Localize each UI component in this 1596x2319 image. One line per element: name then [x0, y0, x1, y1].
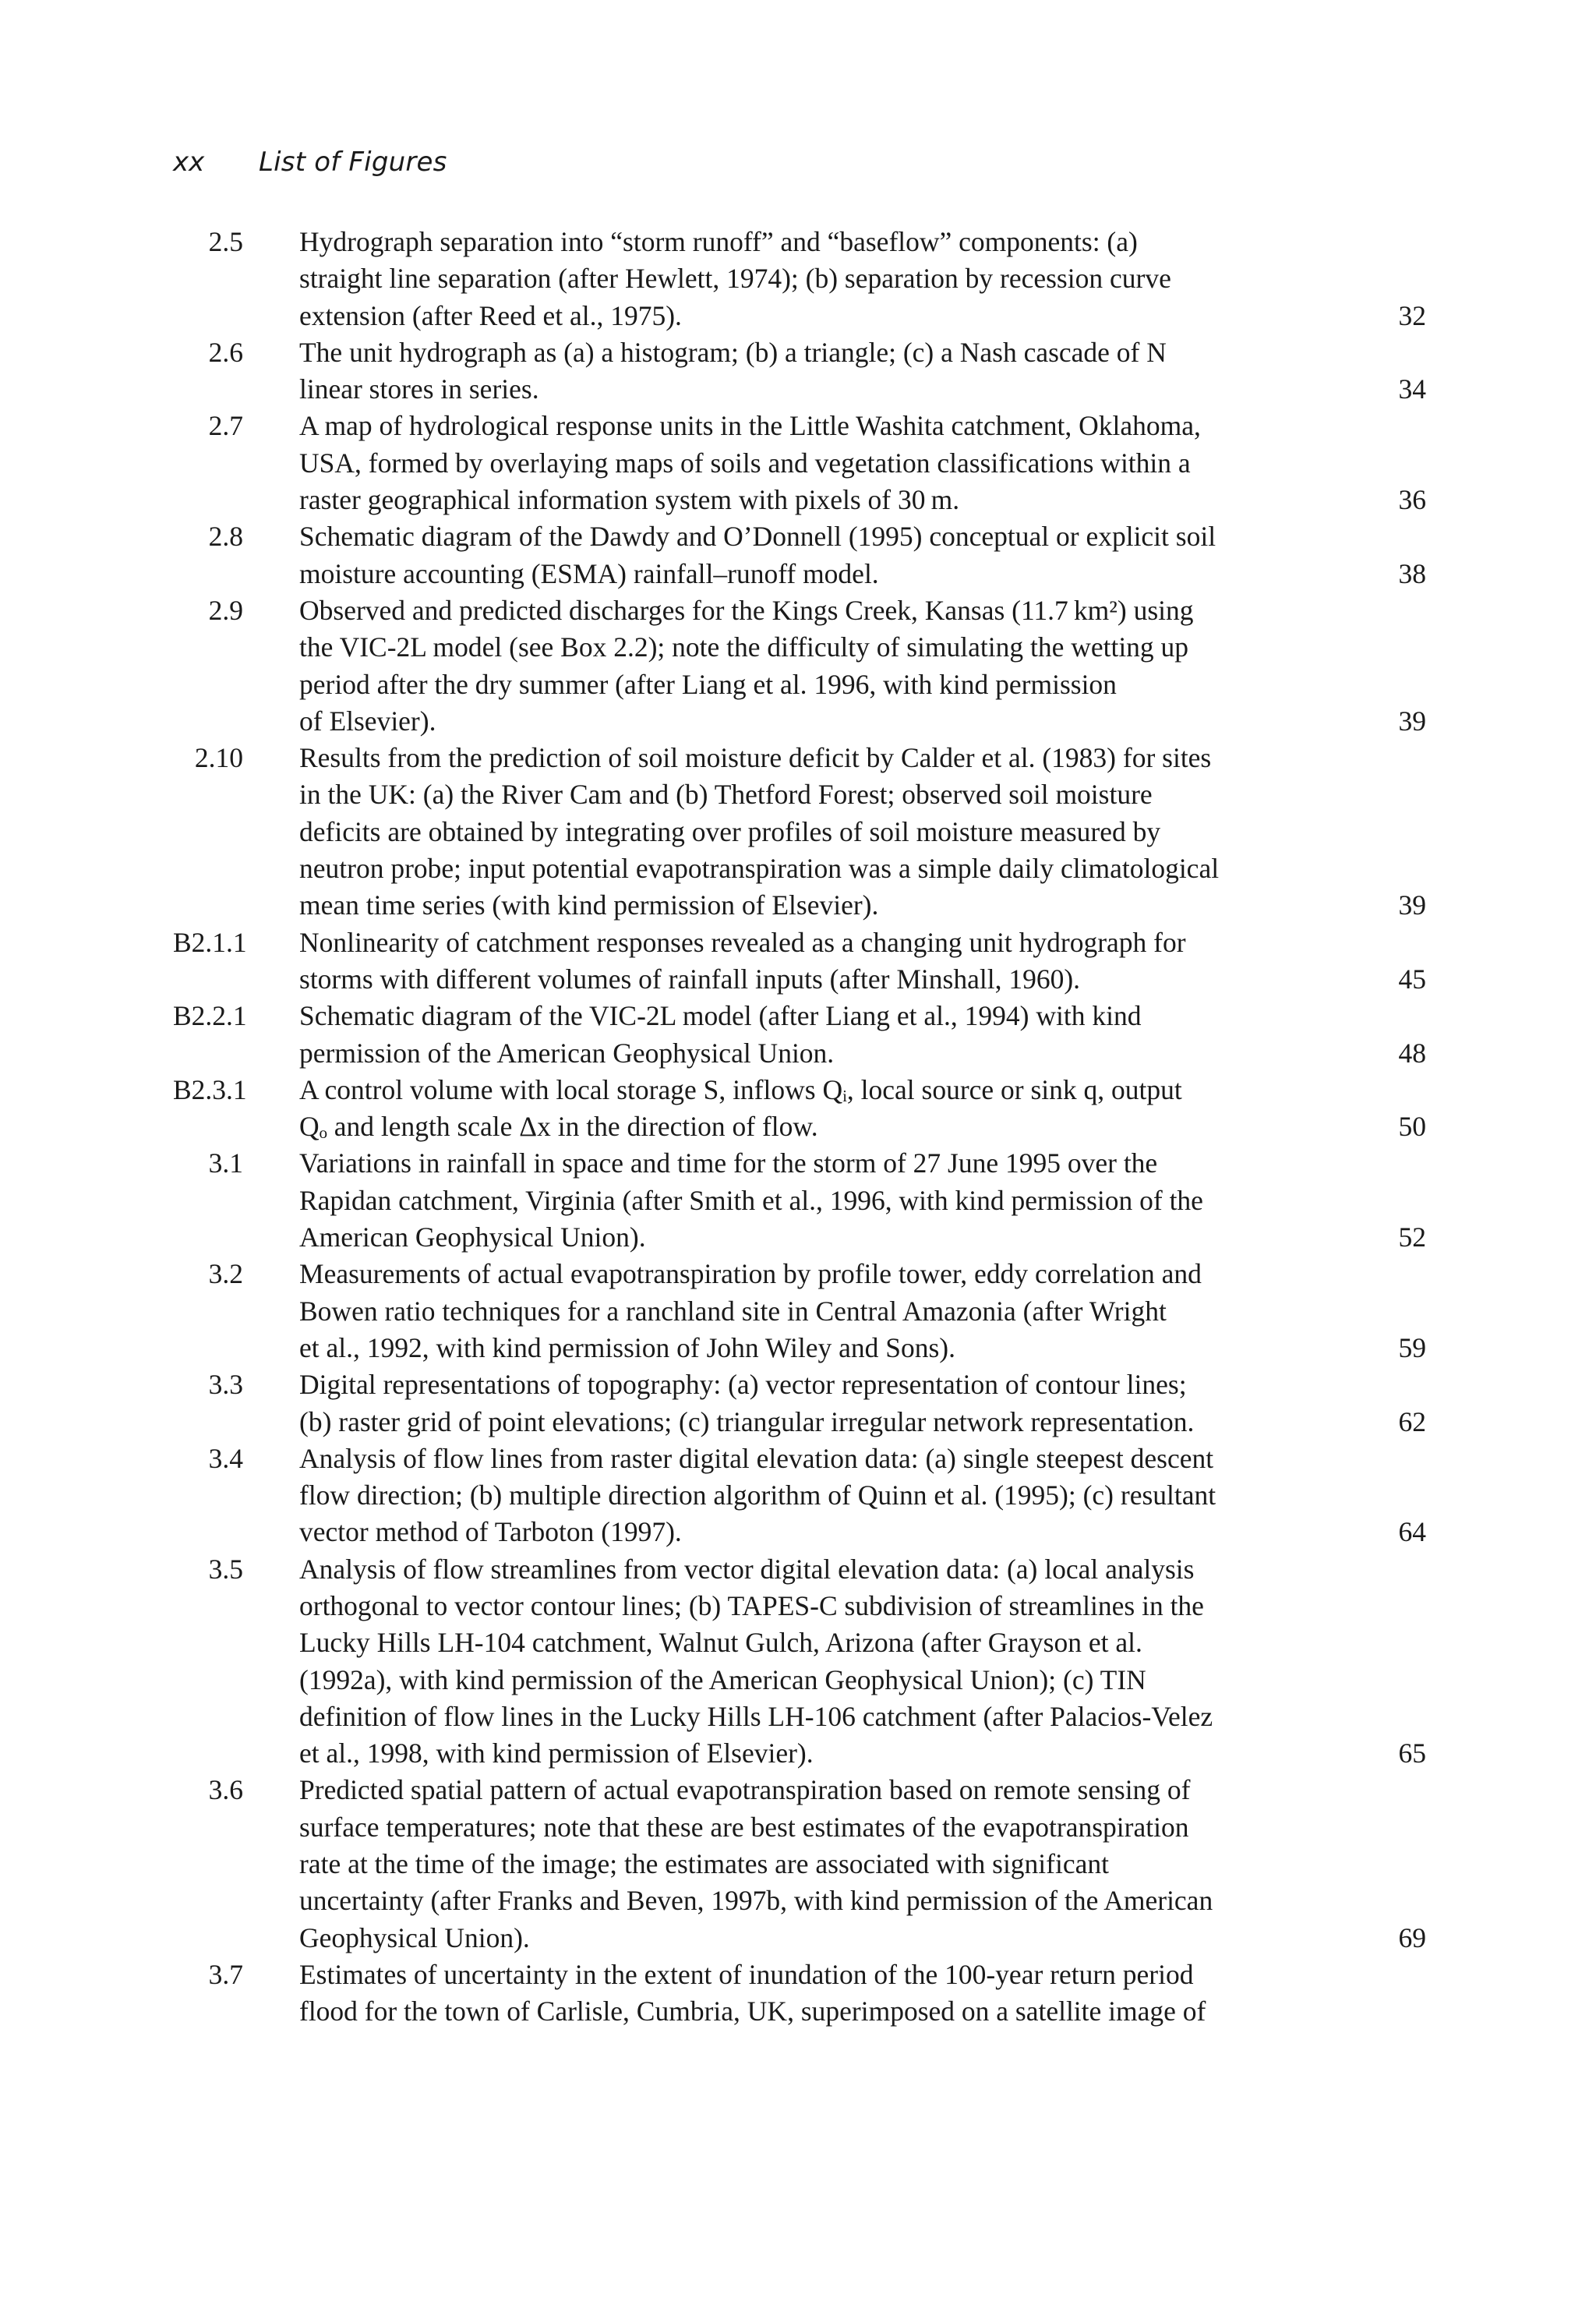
figure-caption: [299, 1256, 1284, 1366]
caption-line: storms with different volumes of rainfall inputs (after Minshall, 1960).: [299, 963, 1081, 995]
figure-number: 3.6: [208, 1774, 243, 1806]
list-item: [173, 924, 1426, 999]
caption-line: Lucky Hills LH-104 catchment, Walnut Gulch, Arizona (after Grayson et al.: [299, 1627, 1142, 1659]
figure-caption: [299, 1441, 1284, 1551]
figure-caption: [299, 334, 1284, 408]
figure-caption: [299, 408, 1284, 518]
caption-line: Nonlinearity of catchment responses revealed as a changing unit hydrograph for: [299, 926, 1186, 958]
caption-line: (1992a), with kind permission of the American Geophysical Union); (c) TIN: [299, 1663, 1146, 1695]
page-reference: 38: [1398, 557, 1426, 589]
page-number: xx: [173, 147, 205, 178]
figure-caption: [299, 924, 1284, 999]
figure-number: 3.3: [208, 1369, 243, 1401]
page-header: [173, 147, 447, 186]
figure-caption: [299, 1145, 1284, 1256]
page-reference: 50: [1398, 1111, 1426, 1143]
figure-caption: [299, 1551, 1284, 1773]
list-item: [173, 1551, 1426, 1773]
list-item: [173, 1441, 1426, 1551]
caption-line: Rapidan catchment, Virginia (after Smith et al., 1996, with kind permission of the: [299, 1184, 1203, 1216]
caption-line: in the UK: (a) the River Cam and (b) Thetford Forest; observed soil moisture: [299, 779, 1153, 811]
caption-line: Analysis of flow lines from raster digital elevation data: (a) single steepest descent: [299, 1442, 1214, 1474]
caption-line: Results from the prediction of soil moisture deficit by Calder et al. (1983) for sites: [299, 742, 1212, 774]
list-item: [173, 998, 1426, 1072]
figure-caption: [299, 1957, 1284, 2031]
figure-number: 3.4: [208, 1442, 243, 1474]
page-reference: 59: [1398, 1331, 1426, 1363]
caption-line: Qₒ and length scale Δx in the direction of flow.: [299, 1111, 818, 1143]
figure-caption: [299, 1772, 1284, 1956]
figure-number: 2.6: [208, 336, 243, 368]
list-item: [173, 1072, 1426, 1146]
caption-line: uncertainty (after Franks and Beven, 1997b, with kind permission of the American: [299, 1885, 1213, 1917]
caption-line: surface temperatures; note that these are best estimates of the evapotranspiration: [299, 1811, 1189, 1843]
list-item: [173, 224, 1426, 334]
list-item: [173, 518, 1426, 592]
caption-line: linear stores in series.: [299, 373, 539, 405]
figure-caption: [299, 592, 1284, 740]
caption-line: Digital representations of topography: (a) vector representation of contour lines;: [299, 1369, 1187, 1401]
list-item: [173, 1957, 1426, 2031]
caption-line: raster geographical information system with pixels of 30 m.: [299, 484, 960, 516]
page-reference: 52: [1398, 1221, 1426, 1253]
caption-line: extension (after Reed et al., 1975).: [299, 299, 682, 331]
list-item: [173, 1366, 1426, 1441]
figure-number: 3.1: [208, 1147, 243, 1179]
caption-line: American Geophysical Union).: [299, 1221, 646, 1253]
page-reference: 69: [1398, 1921, 1426, 1953]
figure-caption: [299, 518, 1284, 592]
page-reference: 48: [1398, 1037, 1426, 1069]
page-reference: 34: [1398, 373, 1426, 405]
figure-number: 2.10: [194, 742, 243, 774]
list-item: [173, 334, 1426, 408]
caption-line: Geophysical Union).: [299, 1921, 530, 1953]
figure-number: B2.1.1: [173, 926, 247, 958]
figure-caption: [299, 1072, 1284, 1146]
caption-line: Hydrograph separation into “storm runoff” and “baseflow” components: (a): [299, 226, 1138, 257]
caption-line: vector method of Tarboton (1997).: [299, 1516, 682, 1548]
page-reference: 36: [1398, 484, 1426, 516]
list-item: [173, 592, 1426, 740]
page-reference: 39: [1398, 889, 1426, 921]
caption-line: flood for the town of Carlisle, Cumbria, UK, superimposed on a satellite image of: [299, 1996, 1206, 2027]
caption-line: deficits are obtained by integrating over profiles of soil moisture measured by: [299, 815, 1161, 847]
figure-number: 3.7: [208, 1958, 243, 1990]
caption-line: Measurements of actual evapotranspiration by profile tower, eddy correlation and: [299, 1258, 1202, 1290]
caption-line: Observed and predicted discharges for the Kings Creek, Kansas (11.7 km²) using: [299, 594, 1194, 626]
list-of-figures: [173, 224, 1426, 2031]
figure-caption: [299, 998, 1284, 1072]
caption-line: definition of flow lines in the Lucky Hills LH-106 catchment (after Palacios-Velez: [299, 1700, 1213, 1732]
caption-line: neutron probe; input potential evapotranspiration was a simple daily climatological: [299, 853, 1220, 885]
caption-line: orthogonal to vector contour lines; (b) TAPES-C subdivision of streamlines in the: [299, 1589, 1204, 1621]
page-reference: 65: [1398, 1737, 1426, 1769]
page-reference: 62: [1398, 1405, 1426, 1437]
caption-line: Bowen ratio techniques for a ranchland site in Central Amazonia (after Wright: [299, 1295, 1167, 1327]
caption-line: et al., 1998, with kind permission of Elsevier).: [299, 1737, 814, 1769]
page-reference: 45: [1398, 963, 1426, 995]
caption-line: et al., 1992, with kind permission of John Wiley and Sons).: [299, 1331, 955, 1363]
caption-line: (b) raster grid of point elevations; (c) triangular irregular network representation.: [299, 1405, 1195, 1437]
caption-line: Schematic diagram of the VIC-2L model (after Liang et al., 1994) with kind: [299, 1000, 1142, 1032]
caption-line: USA, formed by overlaying maps of soils and vegetation classifications within a: [299, 447, 1191, 479]
caption-line: mean time series (with kind permission of Elsevier).: [299, 889, 879, 921]
figure-number: 2.9: [208, 594, 243, 626]
caption-line: A control volume with local storage S, inflows Qᵢ, local source or sink q, output: [299, 1073, 1182, 1105]
running-title: List of Figures: [259, 147, 447, 178]
caption-line: period after the dry summer (after Liang et al. 1996, with kind permission: [299, 668, 1117, 700]
figure-caption: [299, 224, 1284, 334]
caption-line: of Elsevier).: [299, 705, 436, 737]
caption-line: Schematic diagram of the Dawdy and O’Donnell (1995) conceptual or explicit soil: [299, 521, 1216, 553]
caption-line: Predicted spatial pattern of actual evapotranspiration based on remote sensing of: [299, 1774, 1191, 1806]
caption-line: The unit hydrograph as (a) a histogram; (b) a triangle; (c) a Nash cascade of N: [299, 336, 1167, 368]
page-reference: 32: [1398, 299, 1426, 331]
caption-line: straight line separation (after Hewlett, 1974); (b) separation by recession curve: [299, 263, 1171, 295]
list-item: [173, 1256, 1426, 1366]
caption-line: the VIC-2L model (see Box 2.2); note the difficulty of simulating the wetting up: [299, 631, 1189, 663]
figure-number: B2.2.1: [173, 1000, 247, 1032]
figure-number: 2.8: [208, 521, 243, 553]
figure-number: 3.2: [208, 1258, 243, 1290]
figure-caption: [299, 1366, 1284, 1441]
caption-line: Analysis of flow streamlines from vector digital elevation data: (a) local analysis: [299, 1553, 1195, 1585]
caption-line: permission of the American Geophysical Union.: [299, 1037, 835, 1069]
caption-line: Variations in rainfall in space and time for the storm of 27 June 1995 over the: [299, 1147, 1158, 1179]
caption-line: A map of hydrological response units in the Little Washita catchment, Oklahoma,: [299, 410, 1201, 442]
list-item: [173, 1772, 1426, 1956]
figure-number: 2.7: [208, 410, 243, 442]
caption-line: rate at the time of the image; the estimates are associated with significant: [299, 1848, 1109, 1880]
caption-line: moisture accounting (ESMA) rainfall–runoff model.: [299, 557, 879, 589]
figure-number: 3.5: [208, 1553, 243, 1585]
list-item: [173, 1145, 1426, 1256]
page-reference: 39: [1398, 705, 1426, 737]
figure-caption: [299, 740, 1284, 924]
list-item: [173, 408, 1426, 518]
figure-number: 2.5: [208, 226, 243, 257]
caption-line: Estimates of uncertainty in the extent of inundation of the 100-year return period: [299, 1958, 1194, 1990]
page-reference: 64: [1398, 1516, 1426, 1548]
figure-number: B2.3.1: [173, 1073, 247, 1105]
caption-line: flow direction; (b) multiple direction algorithm of Quinn et al. (1995); (c) resultant: [299, 1479, 1216, 1511]
list-item: [173, 740, 1426, 924]
